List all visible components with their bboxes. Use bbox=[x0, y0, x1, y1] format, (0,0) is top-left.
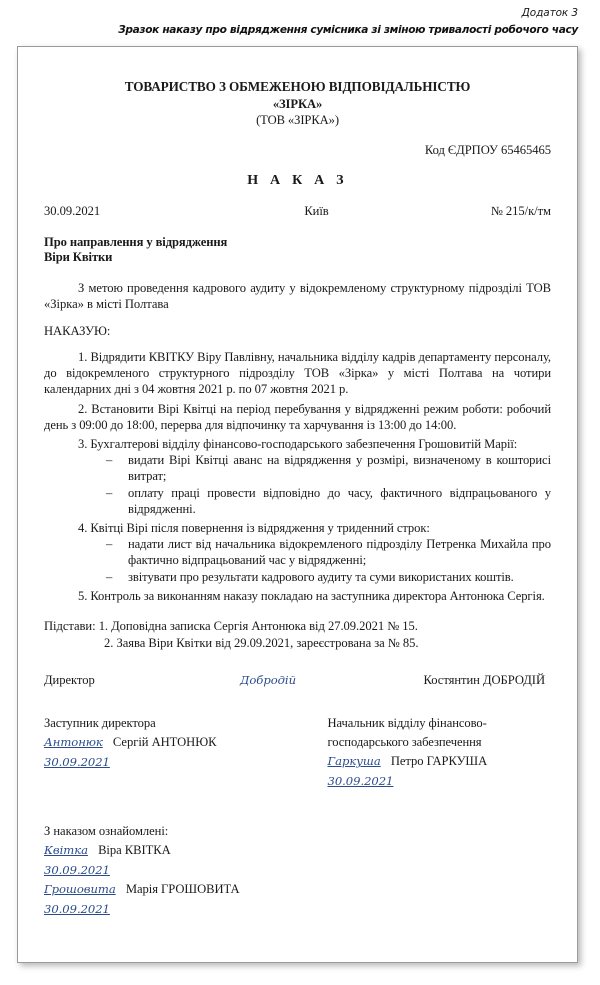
dash-bullet-icon: – bbox=[106, 453, 113, 468]
company-name-full: ТОВАРИСТВО З ОБМЕЖЕНОЮ ВІДПОВІДАЛЬНІСТЮ bbox=[124, 79, 471, 94]
finance-head-name: Петро ГАРКУША bbox=[390, 754, 488, 769]
clause-3-subitem-2-text: оплату праці провести відповідно до часу, фактичного відпрацьованого у відрядженні. bbox=[128, 485, 551, 516]
document-meta-row bbox=[44, 204, 551, 219]
company-letterhead bbox=[44, 79, 551, 129]
signature-column-right bbox=[298, 714, 552, 791]
document-page bbox=[17, 46, 578, 963]
clause-4-subitems bbox=[44, 536, 551, 585]
document-city: Київ bbox=[304, 203, 329, 218]
director-role: Директор bbox=[44, 673, 95, 688]
deputy-director-name: Сергій АНТОНЮК bbox=[112, 735, 217, 750]
basis-item-1: 1. Доповідна записка Сергія Антонюка від 27.09.2021 № 15. bbox=[98, 618, 418, 633]
acknowledgement-block bbox=[44, 821, 551, 919]
kvitka-signature-mark: Квітка bbox=[44, 843, 88, 858]
document-type-heading: Н А К А З bbox=[247, 172, 348, 188]
company-brand-name: «ЗІРКА» bbox=[272, 96, 323, 111]
hroshovyta-signature-mark: Грошовита bbox=[44, 882, 116, 897]
kvitka-name: Віра КВІТКА bbox=[98, 843, 171, 858]
clause-4-subitem-2 bbox=[106, 569, 551, 585]
annotation-caption: Зразок наказу про відрядження сумісника зі зміною тривалості робочого часу bbox=[118, 24, 578, 36]
director-signature-row bbox=[44, 673, 551, 688]
document-annotation bbox=[0, 0, 600, 38]
clause-1: 1. Відрядити КВІТКУ Віру Павлівну, начальника відділу кадрів департаменту персоналу, до відокремленого структурного підрозділу ТОВ «Зірка» у місті Полтава на чотири календарних дні з 04 жовтня 2021 р. по 07 жовтня 2021 р. bbox=[44, 349, 551, 397]
finance-head-date: 30.09.2021 bbox=[327, 773, 394, 788]
acknowledgement-date-line bbox=[44, 900, 551, 920]
signature-column-left bbox=[44, 714, 298, 791]
director-name: Костянтин ДОБРОДІЙ bbox=[423, 673, 545, 688]
clause-4-subitem-1-text: надати лист від начальника відокремленого підрозділу Петренка Михайла про фактично відпрацьований час у відрядженні; bbox=[128, 537, 551, 568]
kvitka-date: 30.09.2021 bbox=[44, 862, 110, 877]
subject-line-1: Про направлення у відрядження bbox=[44, 234, 228, 249]
finance-head-signature-mark: Гаркуша bbox=[327, 754, 381, 769]
deputy-director-role: Заступник директора bbox=[44, 716, 156, 731]
signature-columns bbox=[44, 714, 551, 791]
hroshovyta-date: 30.09.2021 bbox=[44, 901, 110, 916]
deputy-director-signature-line bbox=[44, 733, 298, 753]
document-body bbox=[18, 47, 577, 962]
basis-block bbox=[44, 618, 551, 651]
hroshovyta-name: Марія ГРОШОВИТА bbox=[125, 882, 240, 897]
clause-4-subitem-2-text: звітувати про результати кадрового аудиту та суми використаних коштів. bbox=[128, 569, 514, 584]
document-subject bbox=[44, 235, 551, 266]
document-number: № 215/к/тм bbox=[490, 203, 551, 218]
acknowledgement-date-line bbox=[44, 861, 551, 881]
acknowledgement-signature-line bbox=[44, 841, 551, 861]
dash-bullet-icon: – bbox=[106, 485, 113, 500]
deputy-director-date-line bbox=[44, 753, 298, 773]
clause-3-subitem-2 bbox=[106, 485, 551, 517]
clause-3-subitem-1 bbox=[106, 452, 551, 484]
clause-3: 3. Бухгалтерові відділу фінансово-господарського забезпечення Грошовитій Марії: bbox=[78, 436, 518, 451]
basis-label: Підстави: bbox=[44, 618, 96, 633]
company-short-name: (ТОВ «ЗІРКА») bbox=[256, 113, 339, 127]
finance-head-date-line bbox=[328, 772, 552, 792]
finance-head-role-line-1: Начальник відділу фінансово- bbox=[327, 716, 487, 731]
edrpou-code: Код ЄДРПОУ 65465465 bbox=[424, 142, 551, 157]
appendix-label: Додаток 3 bbox=[521, 7, 578, 19]
clause-3-subitems bbox=[44, 452, 551, 517]
clause-3-subitem-1-text: видати Вірі Квітці аванс на відрядження у розмірі, визначеному в кошторисі витрат; bbox=[128, 453, 551, 484]
acknowledgement-signature-line bbox=[44, 880, 551, 900]
clause-4: 4. Квітці Вірі після повернення із відрядження у триденний строк: bbox=[78, 520, 430, 535]
document-date: 30.09.2021 bbox=[44, 203, 101, 218]
document-preamble: З метою проведення кадрового аудиту у відокремленому структурному підрозділі ТОВ «Зірка» в місті Полтава bbox=[44, 280, 551, 311]
subject-line-2: Віри Квітки bbox=[44, 250, 113, 264]
order-keyword: НАКАЗУЮ: bbox=[44, 323, 111, 338]
director-signature-mark: Добродій bbox=[240, 673, 297, 688]
finance-head-signature-line bbox=[328, 752, 552, 772]
basis-line-1 bbox=[44, 618, 551, 635]
dash-bullet-icon: – bbox=[106, 569, 113, 584]
clause-5: 5. Контроль за виконанням наказу покладаю на заступника директора Антонюка Сергія. bbox=[78, 588, 545, 603]
basis-item-2: 2. Заява Віри Квітки від 29.09.2021, зареєстрована за № 85. bbox=[104, 635, 419, 650]
finance-head-role-line-2: господарського забезпечення bbox=[327, 735, 482, 750]
acknowledgement-title: З наказом ознайомлені: bbox=[44, 824, 169, 839]
deputy-director-date: 30.09.2021 bbox=[44, 754, 110, 769]
deputy-director-signature-mark: Антонюк bbox=[44, 735, 103, 750]
clause-2: 2. Встановити Вірі Квітці на період перебування у відрядженні режим роботи: робочий день з 09:00 до 18:00, перерва для відпочинку та харчування із 13:00 до 14:00. bbox=[44, 401, 551, 432]
dash-bullet-icon: – bbox=[106, 537, 113, 552]
clause-4-subitem-1 bbox=[106, 536, 551, 568]
